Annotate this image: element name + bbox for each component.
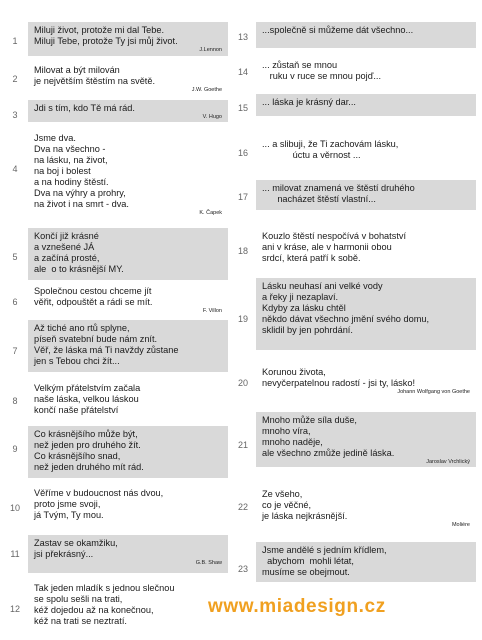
quote-box: [256, 412, 476, 467]
quote-number: 17: [237, 192, 248, 202]
quote-line: abychom mohli létat,: [262, 556, 354, 566]
quote-line: ... láska je krásný dar...: [262, 97, 356, 107]
quote-number: 9: [12, 444, 18, 454]
quote-author: Jaroslav Vrchlický: [426, 459, 470, 465]
quote-number: 18: [237, 246, 248, 256]
quote-item: [232, 542, 482, 582]
quote-number: 2: [12, 74, 18, 84]
quote-line: nevyčerpatelnou radostí - jsi ty, lásko!: [262, 378, 416, 388]
quote-line: naše láska, velkou láskou: [34, 394, 139, 404]
quote-number: 10: [9, 503, 20, 513]
quote-line: Věříme v budoucnost nás dvou,: [34, 488, 164, 498]
quote-number: 5: [12, 252, 18, 262]
quote-box: [28, 130, 228, 222]
quote-line: Jsme dva.: [34, 133, 76, 143]
quote-item: [4, 62, 234, 92]
quote-line: co je věčné,: [262, 500, 312, 510]
quote-line: Korunou života,: [262, 367, 326, 377]
quote-number: 8: [12, 396, 18, 406]
quote-line: ruku v ruce se mnou pojď...: [262, 71, 382, 81]
quote-line: se spolu sešli na trati,: [34, 594, 123, 604]
quote-line: ... zůstaň se mnou: [262, 60, 338, 70]
quote-line: a na hodiny štěstí.: [34, 177, 109, 187]
quote-line: ale o to krásnější MY.: [34, 264, 124, 274]
quote-item: [4, 485, 234, 525]
quote-line: Co krásnějšího může být,: [34, 429, 138, 439]
quote-item: [4, 380, 234, 420]
quote-item: [232, 94, 482, 116]
quote-line: Jsme andělé s jedním křídlem,: [262, 545, 387, 555]
quote-line: Velkým přátelstvím začala: [34, 383, 141, 393]
quote-line: Končí již krásné: [34, 231, 99, 241]
quote-line: je největším štěstím na světě.: [34, 76, 156, 86]
quote-line: je láska nejkrásnější.: [262, 511, 348, 521]
quote-item: [232, 486, 482, 530]
quote-line: Ze všeho,: [262, 489, 303, 499]
quote-line: Milovat a být milován: [34, 65, 120, 75]
quote-line: mnoho víra,: [262, 426, 311, 436]
quote-number: 14: [237, 67, 248, 77]
quote-line: Až tiché ano rtů splyne,: [34, 323, 130, 333]
quote-line: na život i na smrt - dva.: [34, 199, 129, 209]
quote-box: [256, 542, 476, 582]
quote-number: 23: [237, 564, 248, 574]
quote-line: než jeden druhého mít rád.: [34, 462, 144, 472]
quote-item: [232, 57, 482, 87]
quote-item: [4, 535, 234, 573]
quote-author: V. Hugo: [202, 114, 222, 120]
quote-number: 11: [10, 549, 20, 559]
quote-item: [232, 22, 482, 48]
quote-line: Kdyby za lásku chtěl: [262, 303, 346, 313]
quote-box: [28, 426, 228, 478]
quote-line: Mnoho může síla duše,: [262, 415, 357, 425]
quote-author: J.Lennon: [199, 47, 222, 53]
quote-line: úctu a věrnost ...: [262, 150, 361, 160]
quote-line: na lásku, na život,: [34, 155, 108, 165]
quote-box: [256, 22, 476, 48]
quote-box: [28, 22, 228, 56]
quote-box: [256, 57, 476, 87]
quote-box: [28, 580, 228, 632]
quote-line: ...společně si můžeme dát všechno...: [262, 25, 414, 35]
quote-line: ... a slibuji, že Ti zachovám lásku,: [262, 139, 399, 149]
quote-item: [232, 278, 482, 350]
quote-line: ale všechno zmůže jedině láska.: [262, 448, 395, 458]
quote-number: 4: [12, 164, 18, 174]
quote-box: [28, 320, 228, 372]
quote-line: Co krásnějšího snad,: [34, 451, 121, 461]
quote-line: musíme se obejmout.: [262, 567, 350, 577]
quote-line: než jeden pro druhého žít.: [34, 440, 141, 450]
quote-number: 20: [237, 378, 248, 388]
quote-line: Miluji Tebe, protože Ty jsi můj život.: [34, 36, 178, 46]
quote-author: G.B. Shaw: [195, 560, 222, 566]
quote-number: 22: [237, 502, 248, 512]
quote-item: [4, 426, 234, 478]
watermark-text: www.miadesign.cz: [208, 596, 386, 617]
quote-box: [256, 364, 476, 394]
quote-line: věřit, odpouštět a rádi se mít.: [34, 297, 153, 307]
quote-line: a řeky ji nezaplaví.: [262, 292, 339, 302]
quote-item: [232, 136, 482, 166]
quote-box: [256, 136, 476, 166]
quote-line: Lásku neuhasí ani velké vody: [262, 281, 383, 291]
quote-line: sklidil by jen pohrdání.: [262, 325, 353, 335]
quote-line: nacházet štěstí vlastní...: [262, 194, 376, 204]
quote-line: jen s Tebou chci žít...: [34, 356, 120, 366]
quote-item: [4, 100, 234, 122]
quote-number: 16: [237, 148, 248, 158]
quote-line: kéž na trati se neztratí.: [34, 616, 127, 626]
quote-item: [4, 130, 234, 222]
quote-line: Zastav se okamžiku,: [34, 538, 118, 548]
quote-number: 13: [237, 32, 248, 42]
quote-item: [232, 412, 482, 467]
quote-box: [256, 228, 476, 270]
quote-box: [28, 100, 228, 122]
quote-item: [232, 364, 482, 394]
quote-line: ... milovat znamená ve štěstí druhého: [262, 183, 415, 193]
quote-line: já Tvým, Ty mou.: [34, 510, 104, 520]
quote-line: na boj i bolest: [34, 166, 91, 176]
quote-box: [256, 94, 476, 116]
quote-item: [4, 580, 234, 632]
quote-line: proto jsme svoji,: [34, 499, 101, 509]
quote-number: 19: [237, 314, 248, 324]
quote-box: [256, 180, 476, 210]
quote-box: [28, 485, 228, 525]
quote-box: [28, 535, 228, 573]
quote-box: [28, 380, 228, 420]
quote-item: [4, 320, 234, 372]
quote-number: 3: [12, 110, 18, 120]
quote-line: končí naše přátelství: [34, 405, 119, 415]
quote-line: někdo dávat všechno jmění svého domu,: [262, 314, 430, 324]
quote-box: [28, 228, 228, 280]
quote-line: Dva na všechno -: [34, 144, 106, 154]
quote-author: K. Čapek: [199, 210, 222, 216]
quote-number: 15: [237, 103, 248, 113]
quote-line: mnoho naděje,: [262, 437, 323, 447]
quote-author: Johann Wolfgang von Goethe: [397, 389, 470, 395]
quote-line: Společnou cestou chceme jít: [34, 286, 152, 296]
quote-line: píseň svatební bude nám znít.: [34, 334, 158, 344]
quote-line: ani v kráse, ale v harmonii obou: [262, 242, 392, 252]
quote-line: Kouzlo štěstí nespočívá v bohatství: [262, 231, 407, 241]
quote-box: [28, 283, 228, 316]
quote-author: Moliére: [451, 522, 470, 528]
quote-number: 6: [12, 297, 18, 307]
quote-item: [232, 228, 482, 270]
quote-box: [28, 62, 228, 92]
quote-item: [4, 228, 234, 280]
quote-item: [4, 22, 234, 56]
quote-author: J.W. Goethe: [191, 87, 222, 93]
quote-line: Jdi s tím, kdo Tě má rád.: [34, 103, 135, 113]
quote-line: Miluji život, protože mi dal Tebe.: [34, 25, 165, 35]
quote-line: jsi překrásný...: [34, 549, 94, 559]
quote-item: [4, 283, 234, 316]
quote-number: 1: [12, 36, 18, 46]
quote-line: Dva na výhry a prohry,: [34, 188, 126, 198]
quote-line: Tak jeden mladík s jednou slečnou: [34, 583, 175, 593]
quote-line: kéž dojedou až na konečnou,: [34, 605, 154, 615]
quote-author: F. Villon: [202, 308, 222, 314]
quote-item: [232, 180, 482, 210]
quote-line: a vznešené JÁ: [34, 242, 95, 252]
quote-line: Věř, že láska má Ti navždy zůstane: [34, 345, 179, 355]
quote-line: srdcí, která patří k sobě.: [262, 253, 361, 263]
quote-number: 21: [237, 440, 248, 450]
quote-number: 12: [9, 604, 20, 614]
quote-box: [256, 486, 476, 530]
quote-number: 7: [12, 346, 18, 356]
quote-line: a začíná prosté,: [34, 253, 100, 263]
quote-box: [256, 278, 476, 350]
